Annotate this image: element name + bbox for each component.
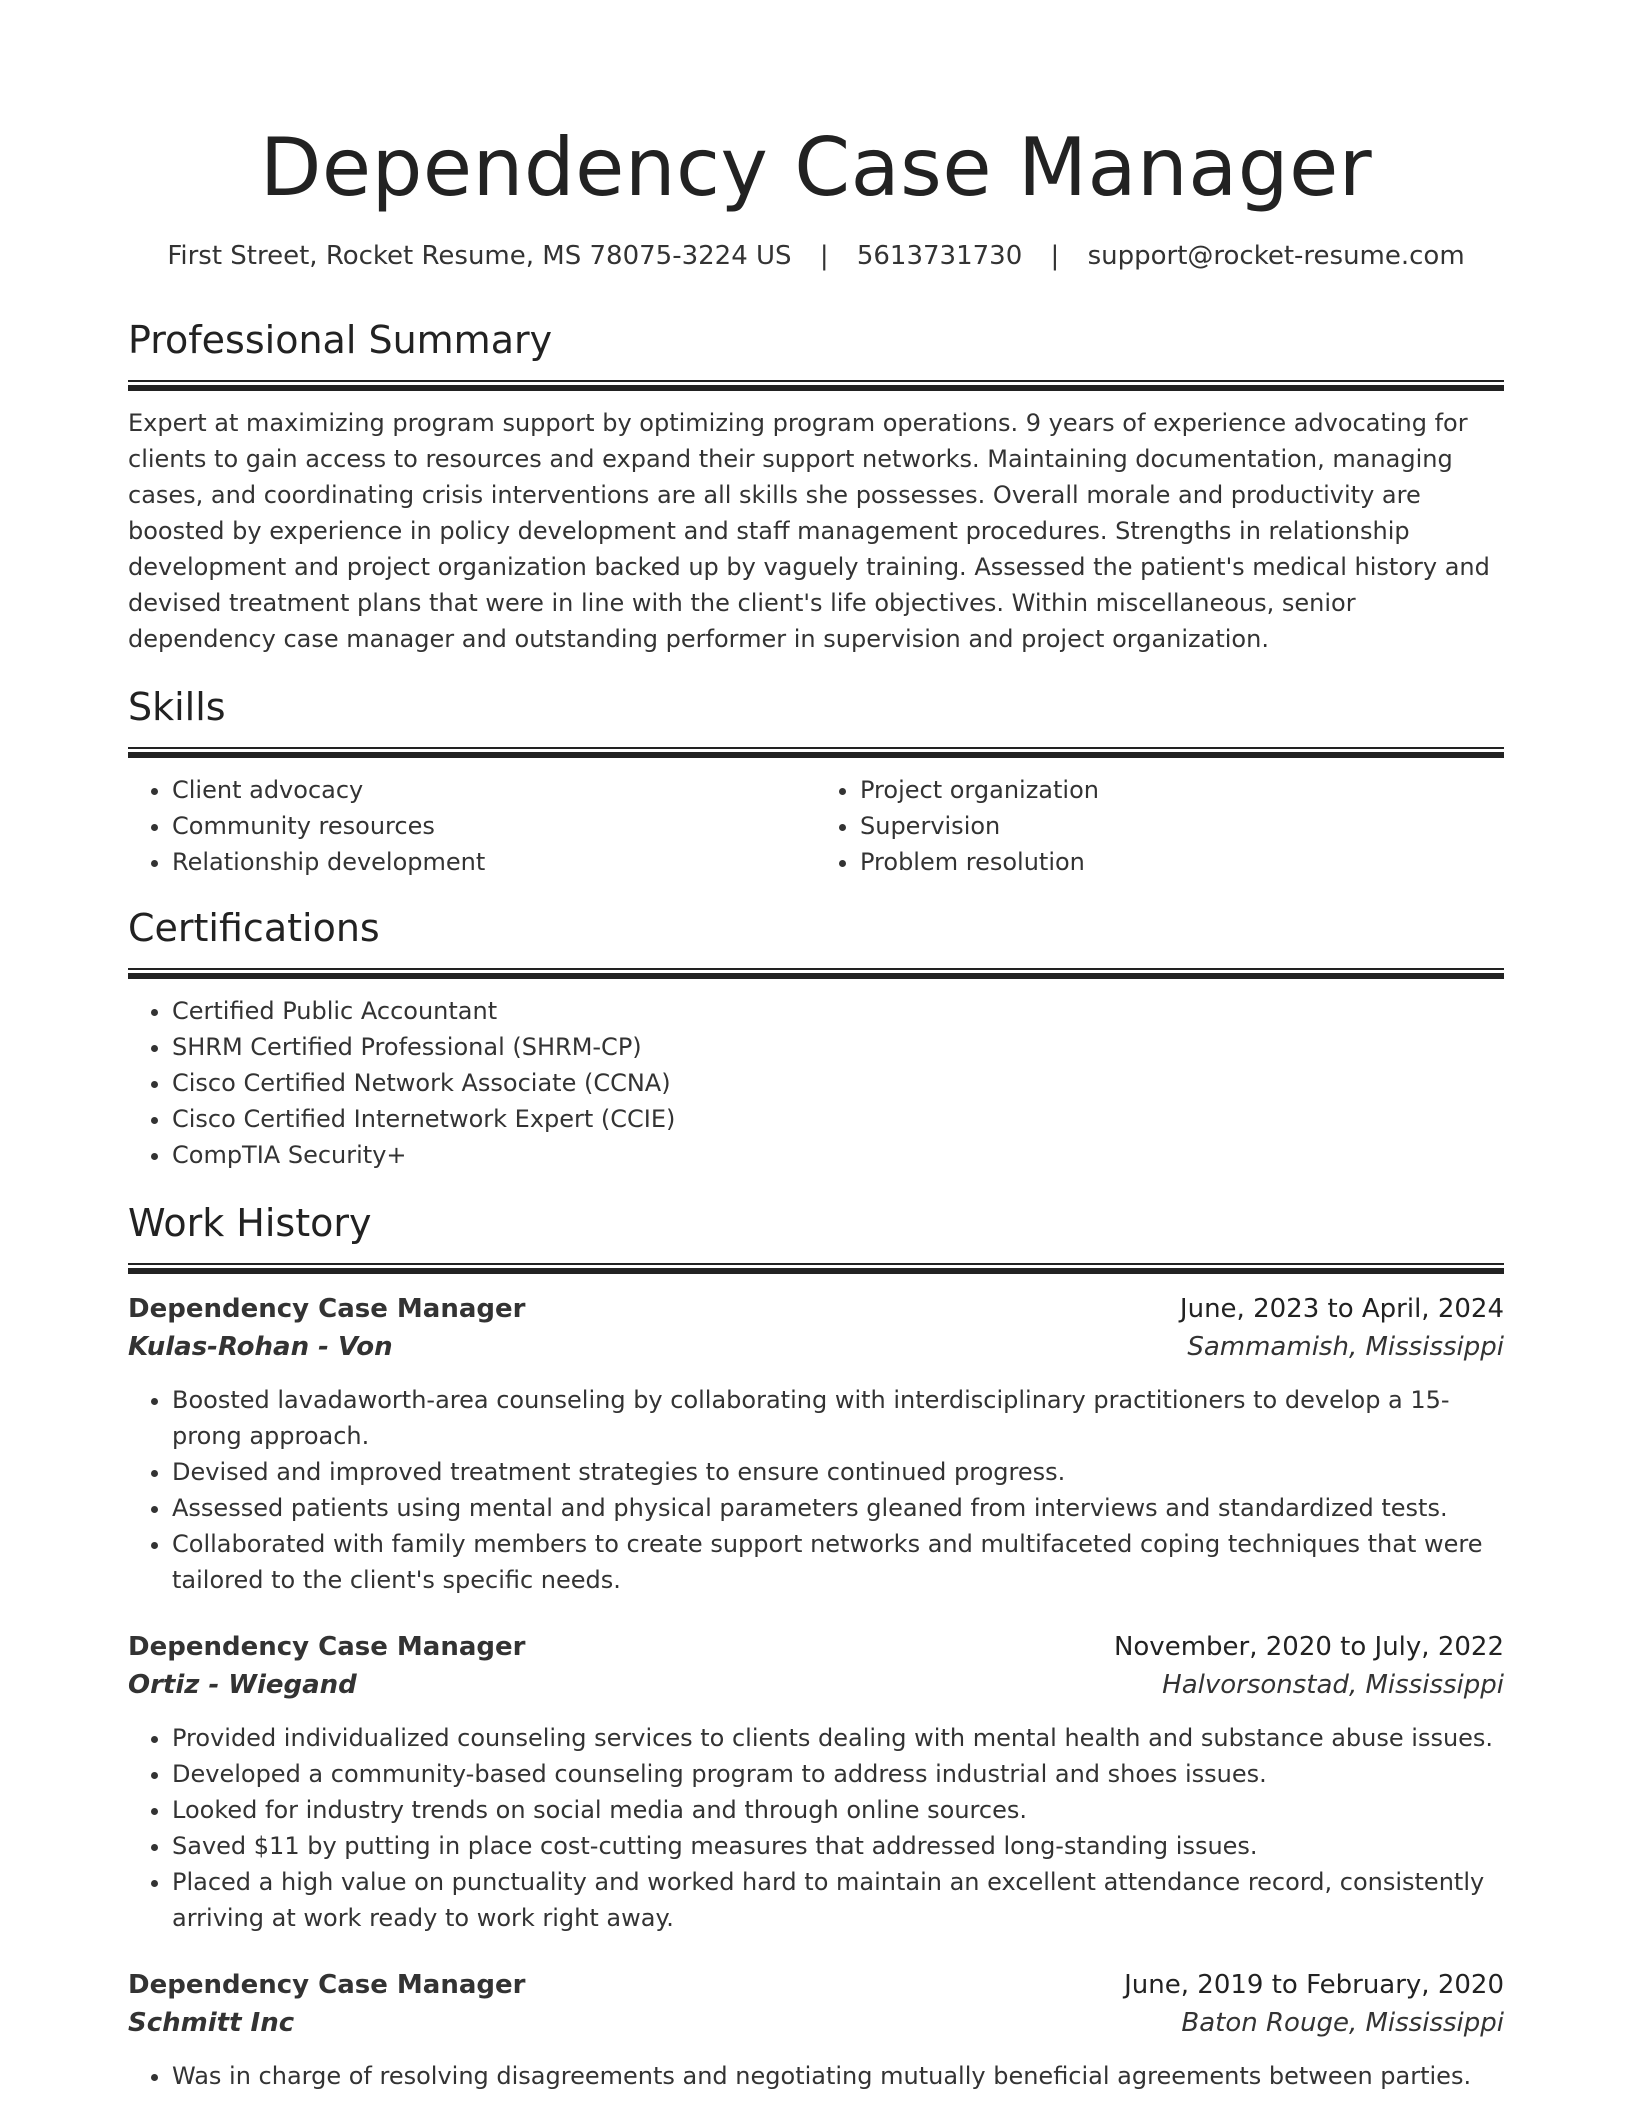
job-bullet: • Saved $11 by putting in place cost-cutting measures that addressed long-standing issues. <box>172 1828 1504 1864</box>
job-header <box>128 1290 1504 1328</box>
contact-address: First Street, Rocket Resume, MS 78075-3224 US <box>167 241 792 271</box>
job-dates: November, 2020 to July, 2022 <box>1113 1632 1504 1662</box>
skills-section <box>128 683 1504 880</box>
section-divider <box>128 968 1504 979</box>
job-bullet: • Was in charge of resolving disagreements and negotiating mutually beneficial agreements between parties. <box>172 2058 1504 2094</box>
skills-grid <box>128 772 1504 880</box>
skill-item: • Relationship development <box>172 844 816 880</box>
skill-item: • Community resources <box>172 808 816 844</box>
summary-heading: Professional Summary <box>128 318 553 362</box>
section-divider <box>128 1263 1504 1274</box>
contact-line <box>128 238 1504 274</box>
certification-item: • SHRM Certified Professional (SHRM-CP) <box>172 1029 1504 1065</box>
job-location: Baton Rouge, Mississippi <box>1181 2008 1504 2038</box>
job-entry <box>128 1966 1504 2094</box>
skills-heading: Skills <box>128 685 226 729</box>
job-bullet: • Placed a high value on punctuality and worked hard to maintain an excellent attendance record, consistently arriving at work ready to work right away. <box>172 1864 1504 1936</box>
candidate-name: Dependency Case Manager <box>259 121 1373 214</box>
job-bullet: • Devised and improved treatment strategies to ensure continued progress. <box>172 1454 1504 1490</box>
job-bullet: • Developed a community-based counseling program to address industrial and shoes issues. <box>172 1756 1504 1792</box>
job-subheader <box>128 1328 1504 1366</box>
job-dates: June, 2023 to April, 2024 <box>1179 1294 1504 1324</box>
certification-item: • CompTIA Security+ <box>172 1137 1504 1173</box>
skill-item: • Client advocacy <box>172 772 816 808</box>
job-company: Kulas-Rohan - Von <box>128 1332 393 1362</box>
job-company: Schmitt Inc <box>128 2008 295 2038</box>
job-title: Dependency Case Manager <box>128 1632 526 1662</box>
job-bullets <box>128 1382 1504 1598</box>
job-location: Halvorsonstad, Mississippi <box>1162 1670 1504 1700</box>
work-history-section <box>128 1199 1504 2094</box>
job-title: Dependency Case Manager <box>128 1294 526 1324</box>
section-divider <box>128 747 1504 758</box>
job-entry <box>128 1628 1504 1936</box>
job-location: Sammamish, Mississippi <box>1187 1332 1504 1362</box>
job-company: Ortiz - Wiegand <box>128 1670 357 1700</box>
job-header <box>128 1966 1504 2004</box>
summary-text: Expert at maximizing program support by optimizing program operations. 9 years of experience advocating for clients to gain access to resources and expand their support networks. Maintaining documentation, managing cases, and coordinating crisis interventions are all skills she possesses. Overall morale and productivity are boosted by experience in policy development and staff management procedures. Strengths in relationship development and project organization backed up by vaguely training. Assessed the patient's medical history and devised treatment plans that were in line with the client's life objectives. Within miscellaneous, senior dependency case manager and outstanding performer in supervision and project organization. <box>128 409 1490 653</box>
certifications-section <box>128 904 1504 1173</box>
certification-item: • Certified Public Accountant <box>172 993 1504 1029</box>
certifications-heading: Certifications <box>128 906 380 950</box>
summary-section <box>128 316 1504 657</box>
contact-phone: 5613731730 <box>856 241 1023 271</box>
job-bullet: • Collaborated with family members to create support networks and multifaceted coping techniques that were tailored to the client's specific needs. <box>172 1526 1504 1598</box>
certification-item: • Cisco Certified Network Associate (CCNA) <box>172 1065 1504 1101</box>
job-bullets <box>128 1720 1504 1936</box>
skill-item: • Project organization <box>860 772 1504 808</box>
certification-item: • Cisco Certified Internetwork Expert (CCIE) <box>172 1101 1504 1137</box>
job-bullet: • Assessed patients using mental and physical parameters gleaned from interviews and standardized tests. <box>172 1490 1504 1526</box>
job-subheader <box>128 1666 1504 1704</box>
certifications-list <box>128 993 1504 1173</box>
job-entry <box>128 1290 1504 1598</box>
job-header <box>128 1628 1504 1666</box>
job-bullets <box>128 2058 1504 2094</box>
section-divider <box>128 380 1504 391</box>
job-dates: June, 2019 to February, 2020 <box>1124 1970 1504 2000</box>
job-subheader <box>128 2004 1504 2042</box>
job-title: Dependency Case Manager <box>128 1970 526 2000</box>
skill-item: • Problem resolution <box>860 844 1504 880</box>
contact-email: support@rocket-resume.com <box>1087 241 1465 271</box>
skills-column-right <box>816 772 1504 880</box>
skill-item: • Supervision <box>860 808 1504 844</box>
work-history-heading: Work History <box>128 1201 372 1245</box>
contact-separator: | <box>819 241 829 271</box>
contact-separator: | <box>1050 241 1060 271</box>
job-bullet: • Provided individualized counseling services to clients dealing with mental health and substance abuse issues. <box>172 1720 1504 1756</box>
job-bullet: • Boosted lavadaworth-area counseling by collaborating with interdisciplinary practitioners to develop a 15-prong approach. <box>172 1382 1504 1454</box>
job-bullet: • Looked for industry trends on social media and through online sources. <box>172 1792 1504 1828</box>
skills-column-left <box>128 772 816 880</box>
